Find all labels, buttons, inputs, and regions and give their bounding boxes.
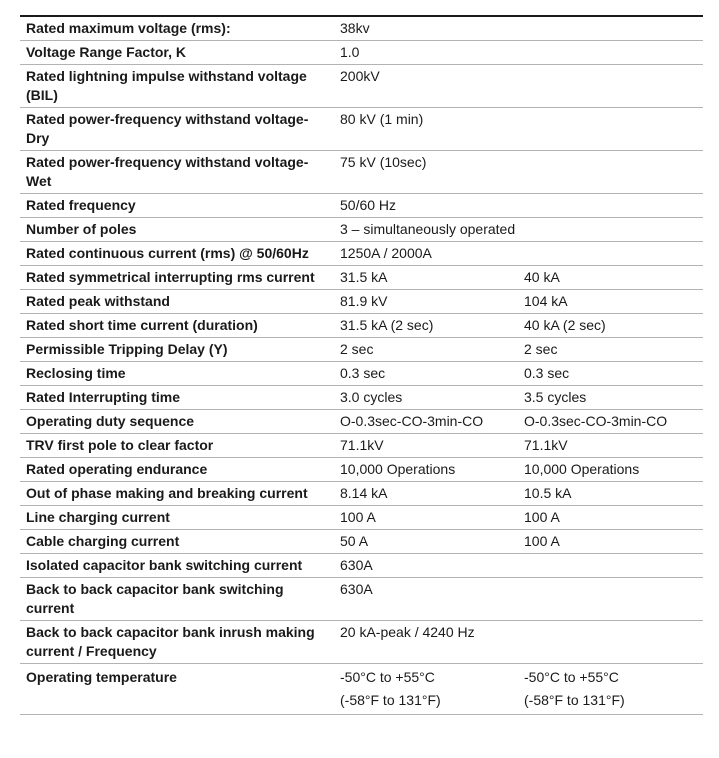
table-row (20, 266, 703, 290)
table-row (20, 218, 703, 242)
temperature-fahrenheit: (-58°F to 131°F) (340, 692, 441, 708)
value-col-1: 1.0 (334, 41, 518, 65)
parameter-label: Rated power-frequency withstand voltage-Dry (20, 108, 334, 151)
table-row (20, 506, 703, 530)
value-col-2: 2 sec (518, 338, 703, 362)
value-col-2: 40 kA (518, 266, 703, 290)
value-col-1: 50 A (334, 530, 518, 554)
table-row (20, 434, 703, 458)
parameter-label: Line charging current (20, 506, 334, 530)
value-col-1: 80 kV (1 min) (334, 108, 518, 151)
value-col-2 (518, 151, 703, 194)
table-row (20, 65, 703, 108)
value-col-2: 10.5 kA (518, 482, 703, 506)
parameter-label: Rated peak withstand (20, 290, 334, 314)
parameter-label: Operating temperature (20, 664, 334, 715)
table-row (20, 362, 703, 386)
parameter-label: Rated symmetrical interrupting rms current (20, 266, 334, 290)
value-col-1: 38kv (334, 16, 518, 41)
table-row (20, 242, 703, 266)
parameter-label: Out of phase making and breaking current (20, 482, 334, 506)
value-col-1: 100 A (334, 506, 518, 530)
parameter-label: Rated frequency (20, 194, 334, 218)
value-col-1: 81.9 kV (334, 290, 518, 314)
temperature-celsius: -50°C to +55°C (524, 669, 619, 685)
value-col-2: 71.1kV (518, 434, 703, 458)
value-col-1: 10,000 Operations (334, 458, 518, 482)
value-col-2 (518, 621, 703, 664)
value-col-1: 3.0 cycles (334, 386, 518, 410)
value-col-1: 31.5 kA (334, 266, 518, 290)
value-col-1: 630A (334, 578, 518, 621)
parameter-label: Back to back capacitor bank inrush making current / Frequency (20, 621, 334, 664)
parameter-label: TRV first pole to clear factor (20, 434, 334, 458)
value-col-2: 0.3 sec (518, 362, 703, 386)
value-col-1: 8.14 kA (334, 482, 518, 506)
value-col-2: 100 A (518, 530, 703, 554)
value-col-2 (518, 65, 703, 108)
value-col-2 (518, 16, 703, 41)
parameter-label: Rated continuous current (rms) @ 50/60Hz (20, 242, 334, 266)
value-col-1: 71.1kV (334, 434, 518, 458)
value-col-2: 10,000 Operations (518, 458, 703, 482)
parameter-label: Isolated capacitor bank switching current (20, 554, 334, 578)
parameter-label: Reclosing time (20, 362, 334, 386)
temperature-fahrenheit: (-58°F to 131°F) (524, 692, 625, 708)
parameter-label: Rated power-frequency withstand voltage-Wet (20, 151, 334, 194)
value-col-1 (334, 664, 518, 715)
table-row (20, 621, 703, 664)
value-col-2 (518, 41, 703, 65)
value-col-2: 104 kA (518, 290, 703, 314)
table-row (20, 578, 703, 621)
parameter-label: Operating duty sequence (20, 410, 334, 434)
parameter-label: Voltage Range Factor, K (20, 41, 334, 65)
table-row (20, 290, 703, 314)
table-row (20, 338, 703, 362)
value-col-2 (518, 194, 703, 218)
parameter-label: Cable charging current (20, 530, 334, 554)
parameter-label: Rated lightning impulse withstand voltage (BIL) (20, 65, 334, 108)
temperature-celsius: -50°C to +55°C (340, 669, 435, 685)
parameter-label: Permissible Tripping Delay (Y) (20, 338, 334, 362)
value-col-2: 3.5 cycles (518, 386, 703, 410)
value-col-1: 200kV (334, 65, 518, 108)
table-row (20, 194, 703, 218)
parameter-label: Rated Interrupting time (20, 386, 334, 410)
table-row (20, 16, 703, 41)
table-row (20, 554, 703, 578)
value-col-1: 50/60 Hz (334, 194, 518, 218)
table-row (20, 530, 703, 554)
table-row (20, 108, 703, 151)
parameter-label: Rated maximum voltage (rms): (20, 16, 334, 41)
value-col-1: 0.3 sec (334, 362, 518, 386)
value-col-1: 2 sec (334, 338, 518, 362)
parameter-label: Rated operating endurance (20, 458, 334, 482)
value-col-2 (518, 578, 703, 621)
value-col-1: O-0.3sec-CO-3min-CO (334, 410, 518, 434)
table-row (20, 151, 703, 194)
value-col-2: 40 kA (2 sec) (518, 314, 703, 338)
parameter-label: Back to back capacitor bank switching current (20, 578, 334, 621)
table-row (20, 314, 703, 338)
table-row (20, 458, 703, 482)
table-row (20, 482, 703, 506)
table-row (20, 410, 703, 434)
value-col-1: 31.5 kA (2 sec) (334, 314, 518, 338)
value-col-1: 75 kV (10sec) (334, 151, 518, 194)
value-col-1: 630A (334, 554, 518, 578)
value-col-2 (518, 108, 703, 151)
value-col-2: O-0.3sec-CO-3min-CO (518, 410, 703, 434)
value-col-2: 100 A (518, 506, 703, 530)
table-row (20, 41, 703, 65)
value-col-1: 1250A / 2000A (334, 242, 518, 266)
parameter-label: Number of poles (20, 218, 334, 242)
table-row-operating-temperature (20, 664, 703, 715)
value-col-1: 20 kA-peak / 4240 Hz (334, 621, 518, 664)
table-row (20, 386, 703, 410)
parameter-label: Rated short time current (duration) (20, 314, 334, 338)
specifications-table (20, 15, 703, 715)
value-col-2 (518, 664, 703, 715)
value-col-2 (518, 242, 703, 266)
value-col-1: 3 – simultaneously operated (334, 218, 703, 242)
value-col-2 (518, 554, 703, 578)
